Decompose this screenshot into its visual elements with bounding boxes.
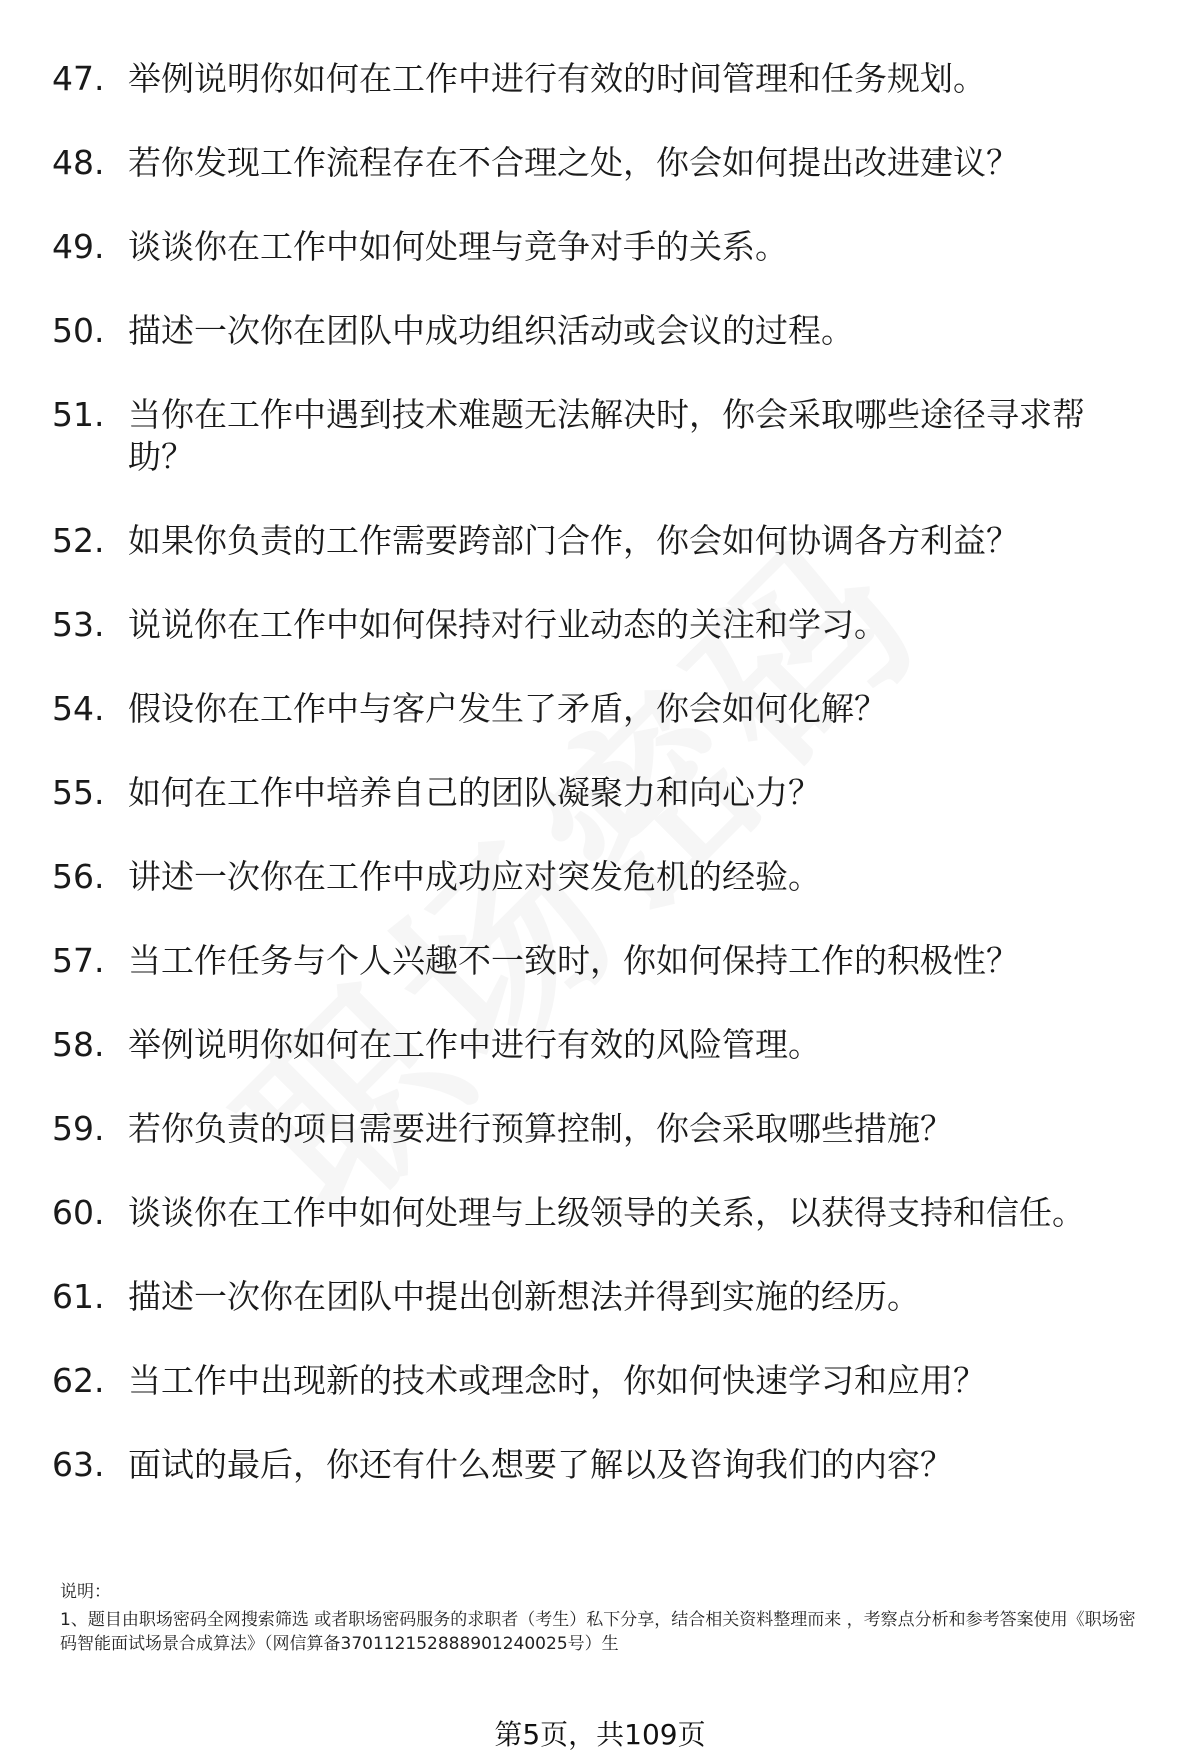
question-text: 当你在工作中遇到技术难题无法解决时，你会采取哪些途径寻求帮助？ bbox=[128, 395, 1085, 476]
question-number: 56. bbox=[52, 857, 105, 896]
question-item bbox=[52, 940, 1162, 982]
question-item bbox=[52, 1192, 1162, 1234]
question-text: 描述一次你在团队中提出创新想法并得到实施的经历。 bbox=[128, 1277, 920, 1316]
question-item bbox=[52, 772, 1162, 814]
question-number: 51. bbox=[52, 395, 105, 434]
question-list bbox=[52, 58, 1162, 1528]
question-number: 57. bbox=[52, 941, 105, 980]
question-item bbox=[52, 1444, 1162, 1486]
question-text: 举例说明你如何在工作中进行有效的风险管理。 bbox=[128, 1025, 821, 1064]
question-item bbox=[52, 520, 1162, 562]
question-item bbox=[52, 1276, 1162, 1318]
question-text: 若你发现工作流程存在不合理之处，你会如何提出改进建议？ bbox=[128, 143, 1019, 182]
question-text: 如何在工作中培养自己的团队凝聚力和向心力？ bbox=[128, 773, 821, 812]
question-text: 讲述一次你在工作中成功应对突发危机的经验。 bbox=[128, 857, 821, 896]
question-number: 53. bbox=[52, 605, 105, 644]
question-number: 61. bbox=[52, 1277, 105, 1316]
notes-section bbox=[60, 1580, 1150, 1656]
question-number: 48. bbox=[52, 143, 105, 182]
question-text: 面试的最后，你还有什么想要了解以及咨询我们的内容？ bbox=[128, 1445, 953, 1484]
question-text: 描述一次你在团队中成功组织活动或会议的过程。 bbox=[128, 311, 854, 350]
question-item bbox=[52, 856, 1162, 898]
notes-item: 1、题目由职场密码全网搜索筛选 或者职场密码服务的求职者（考生）私下分享，结合相关资料整理而来 ，考察点分析和参考答案使用《职场密码智能面试场景合成算法》（网信算备370112152888901240025号）生 bbox=[60, 1610, 1136, 1654]
question-item bbox=[52, 1108, 1162, 1150]
question-item bbox=[52, 58, 1162, 100]
question-number: 55. bbox=[52, 773, 105, 812]
question-number: 59. bbox=[52, 1109, 105, 1148]
question-item bbox=[52, 1024, 1162, 1066]
question-item bbox=[52, 226, 1162, 268]
question-text: 举例说明你如何在工作中进行有效的时间管理和任务规划。 bbox=[128, 59, 986, 98]
question-text: 当工作任务与个人兴趣不一致时，你如何保持工作的积极性？ bbox=[128, 941, 1019, 980]
question-number: 54. bbox=[52, 689, 105, 728]
question-text: 假设你在工作中与客户发生了矛盾，你会如何化解？ bbox=[128, 689, 887, 728]
page-indicator: 第5页，共109页 bbox=[494, 1718, 706, 1751]
notes-title: 说明： bbox=[60, 1582, 111, 1602]
question-item bbox=[52, 142, 1162, 184]
question-item bbox=[52, 1360, 1162, 1402]
question-number: 49. bbox=[52, 227, 105, 266]
question-text: 当工作中出现新的技术或理念时，你如何快速学习和应用？ bbox=[128, 1361, 986, 1400]
question-number: 63. bbox=[52, 1445, 105, 1484]
question-number: 62. bbox=[52, 1361, 105, 1400]
question-text: 谈谈你在工作中如何处理与竞争对手的关系。 bbox=[128, 227, 788, 266]
question-number: 60. bbox=[52, 1193, 105, 1232]
question-item bbox=[52, 604, 1162, 646]
question-text: 谈谈你在工作中如何处理与上级领导的关系，以获得支持和信任。 bbox=[128, 1193, 1085, 1232]
question-number: 52. bbox=[52, 521, 105, 560]
question-text: 若你负责的项目需要进行预算控制，你会采取哪些措施？ bbox=[128, 1109, 953, 1148]
question-number: 50. bbox=[52, 311, 105, 350]
question-number: 58. bbox=[52, 1025, 105, 1064]
question-item bbox=[52, 394, 1162, 478]
question-number: 47. bbox=[52, 59, 105, 98]
question-text: 说说你在工作中如何保持对行业动态的关注和学习。 bbox=[128, 605, 887, 644]
question-item bbox=[52, 688, 1162, 730]
question-text: 如果你负责的工作需要跨部门合作，你会如何协调各方利益？ bbox=[128, 521, 1019, 560]
question-item bbox=[52, 310, 1162, 352]
